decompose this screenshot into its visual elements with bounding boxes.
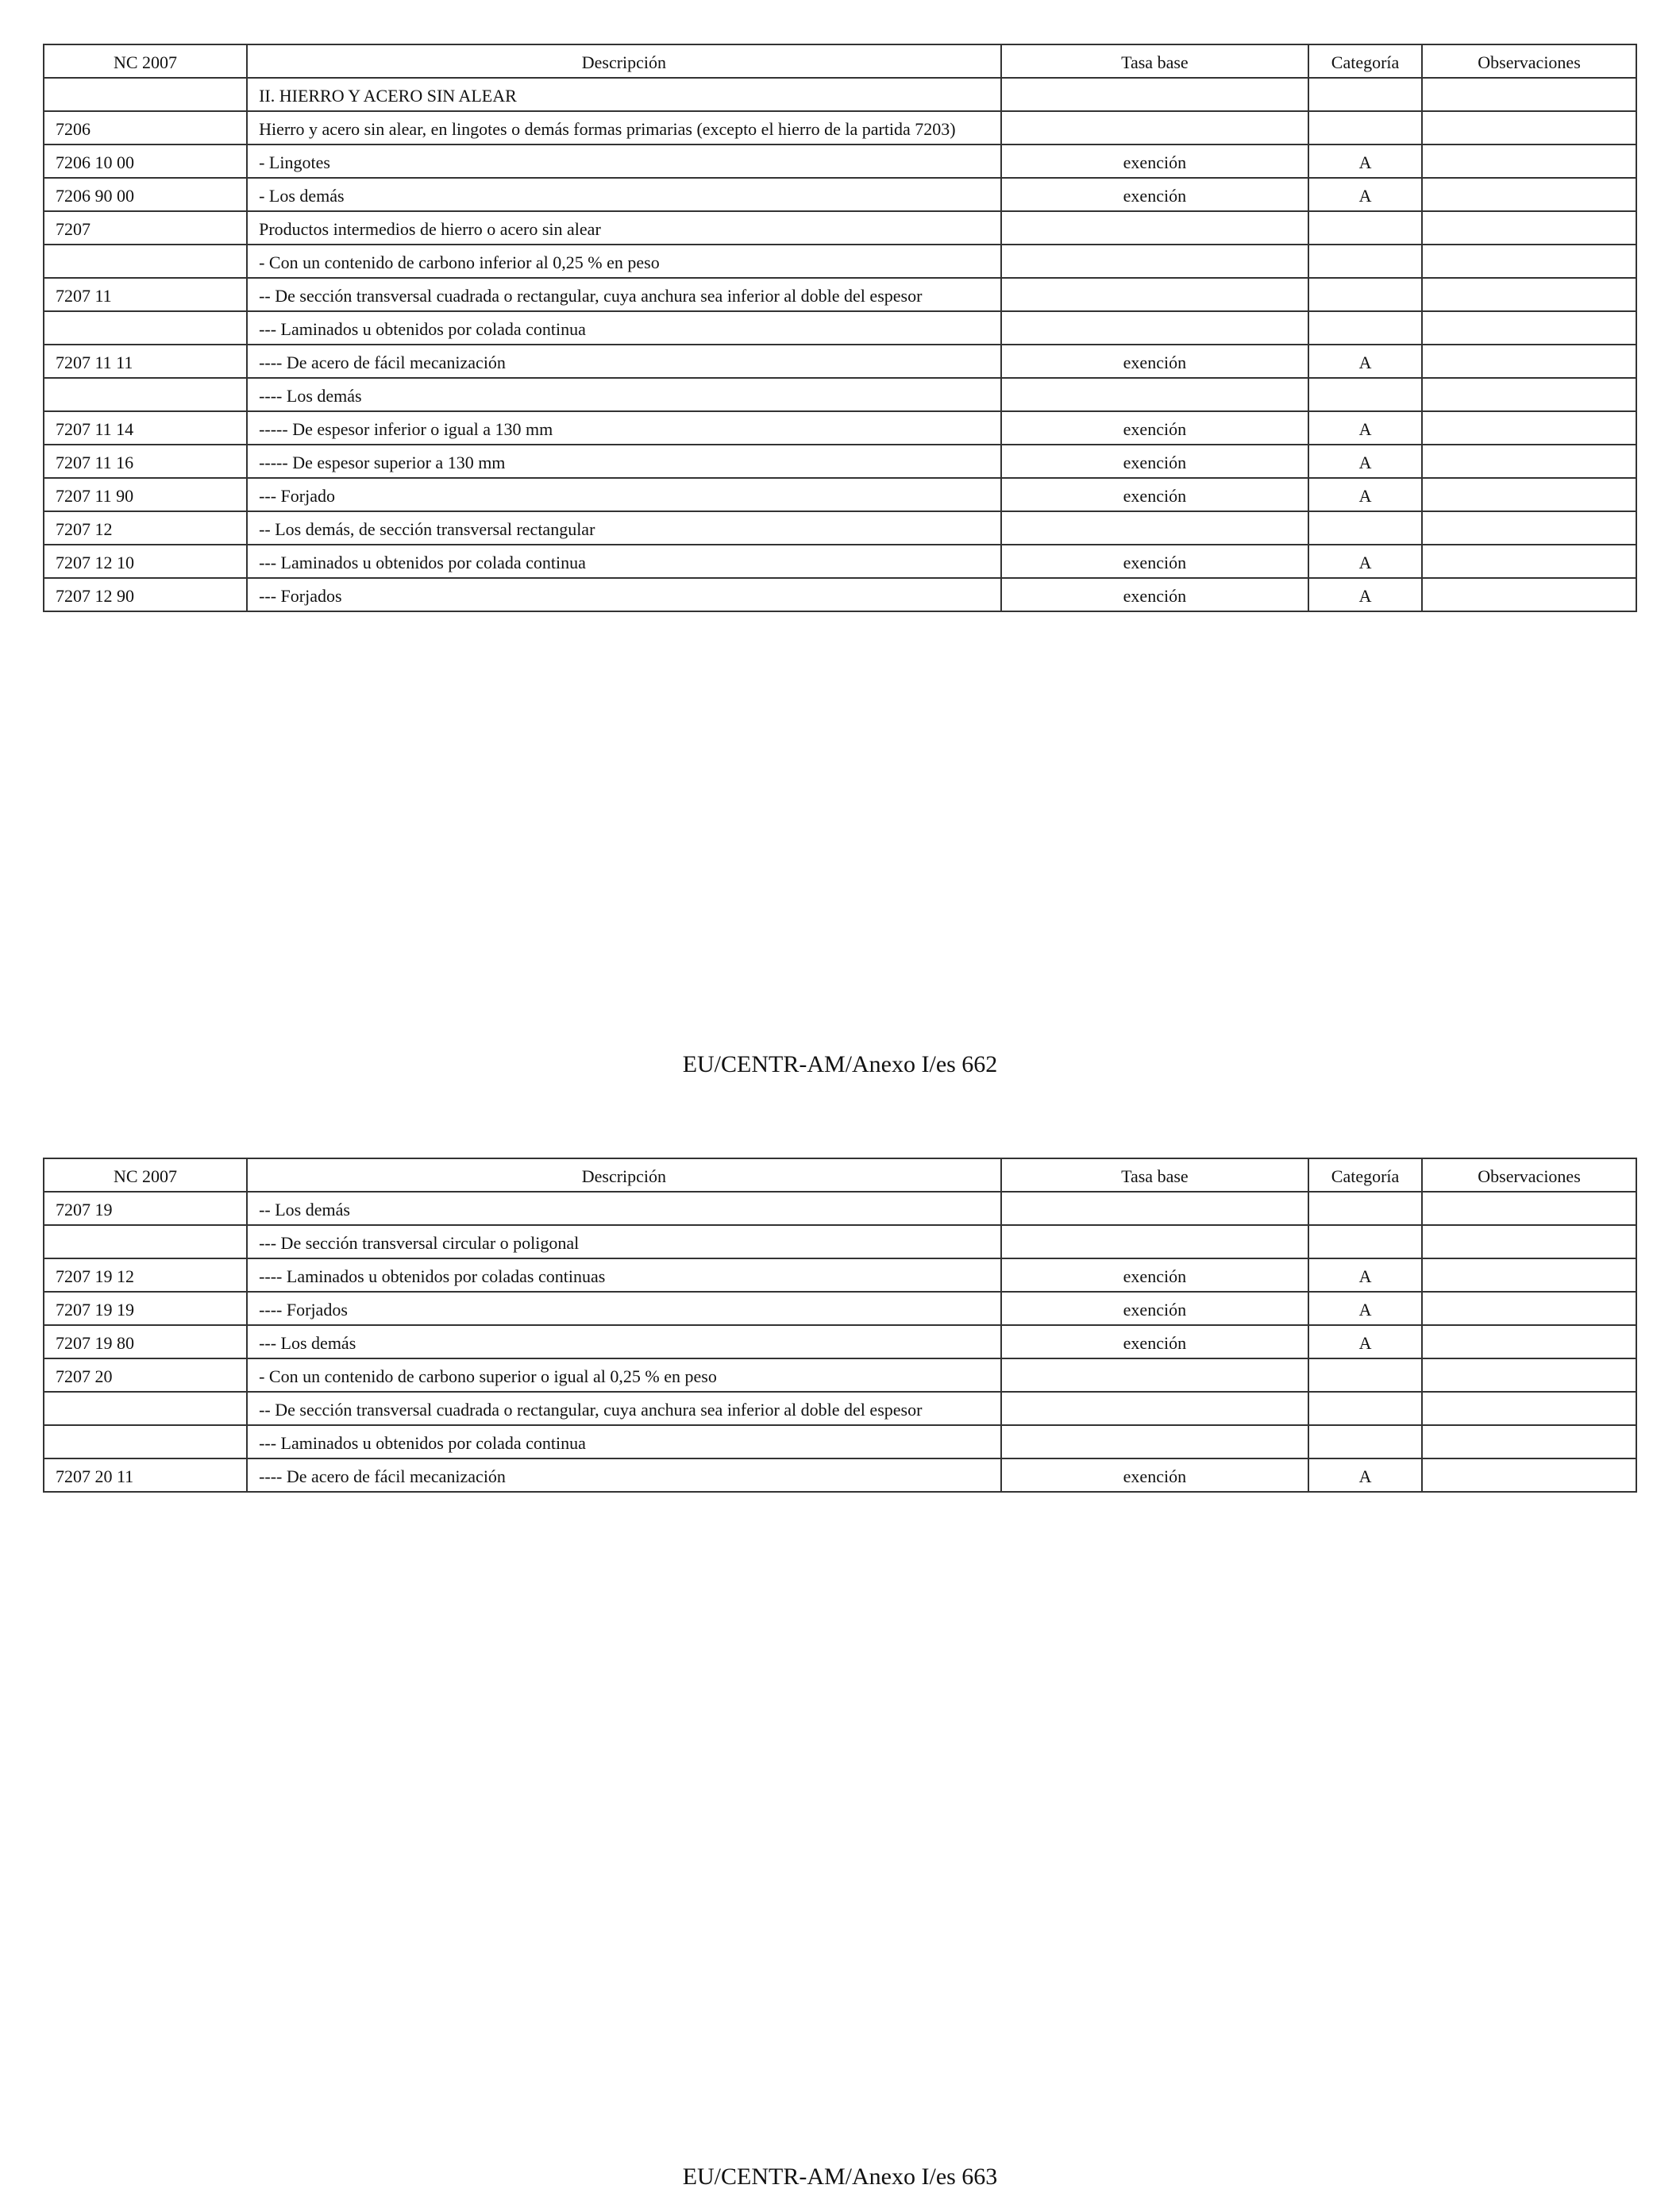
header-base-rate: Tasa base [1001, 44, 1308, 78]
cell-description: ---- Los demás [247, 378, 1001, 411]
cell-nc-code: 7207 12 [44, 511, 247, 545]
header-observations: Observaciones [1422, 44, 1636, 78]
cell-description: II. HIERRO Y ACERO SIN ALEAR [247, 78, 1001, 111]
cell-nc-code: 7207 20 11 [44, 1458, 247, 1492]
cell-category [1308, 211, 1422, 245]
cell-base-rate: exención [1001, 144, 1308, 178]
table-header-row [44, 1158, 1636, 1192]
cell-base-rate [1001, 378, 1308, 411]
cell-description: --- De sección transversal circular o poligonal [247, 1225, 1001, 1258]
header-description: Descripción [247, 1158, 1001, 1192]
cell-description: --- Laminados u obtenidos por colada continua [247, 311, 1001, 345]
table-row [44, 545, 1636, 578]
page-footer-662: EU/CENTR-AM/Anexo I/es 662 [682, 1051, 998, 1077]
cell-base-rate [1001, 211, 1308, 245]
cell-description: -- De sección transversal cuadrada o rectangular, cuya anchura sea inferior al doble del espesor [247, 1392, 1001, 1425]
cell-base-rate: exención [1001, 478, 1308, 511]
table-row [44, 144, 1636, 178]
cell-base-rate [1001, 311, 1308, 345]
cell-category: A [1308, 1292, 1422, 1325]
cell-observations [1422, 1292, 1636, 1325]
cell-base-rate: exención [1001, 178, 1308, 211]
cell-category [1308, 511, 1422, 545]
table-row [44, 1392, 1636, 1425]
cell-category [1308, 111, 1422, 144]
cell-observations [1422, 445, 1636, 478]
cell-observations [1422, 378, 1636, 411]
cell-description: Hierro y acero sin alear, en lingotes o demás formas primarias (excepto el hierro de la partida 7203) [247, 111, 1001, 144]
cell-nc-code: 7207 19 19 [44, 1292, 247, 1325]
cell-observations [1422, 1358, 1636, 1392]
tariff-table-page-662 [43, 44, 1637, 612]
cell-category: A [1308, 578, 1422, 611]
cell-base-rate: exención [1001, 411, 1308, 445]
cell-base-rate: exención [1001, 445, 1308, 478]
cell-base-rate [1001, 111, 1308, 144]
cell-base-rate [1001, 78, 1308, 111]
cell-description: ---- Laminados u obtenidos por coladas continuas [247, 1258, 1001, 1292]
cell-base-rate: exención [1001, 578, 1308, 611]
cell-observations [1422, 1425, 1636, 1458]
cell-category: A [1308, 411, 1422, 445]
cell-nc-code: 7207 20 [44, 1358, 247, 1392]
cell-description: ---- Forjados [247, 1292, 1001, 1325]
table-row [44, 511, 1636, 545]
table-row [44, 578, 1636, 611]
table-header-row [44, 44, 1636, 78]
cell-base-rate: exención [1001, 1258, 1308, 1292]
cell-observations [1422, 1258, 1636, 1292]
cell-nc-code: 7207 11 14 [44, 411, 247, 445]
cell-description: - Lingotes [247, 144, 1001, 178]
cell-base-rate [1001, 1358, 1308, 1392]
header-category: Categoría [1308, 1158, 1422, 1192]
cell-category: A [1308, 1458, 1422, 1492]
cell-description: - Con un contenido de carbono inferior al 0,25 % en peso [247, 245, 1001, 278]
table-row [44, 1425, 1636, 1458]
cell-description: ----- De espesor inferior o igual a 130 mm [247, 411, 1001, 445]
cell-description: - Los demás [247, 178, 1001, 211]
cell-base-rate: exención [1001, 1325, 1308, 1358]
cell-nc-code: 7206 10 00 [44, 144, 247, 178]
cell-nc-code: 7207 19 80 [44, 1325, 247, 1358]
cell-base-rate: exención [1001, 1292, 1308, 1325]
cell-observations [1422, 1225, 1636, 1258]
cell-observations [1422, 345, 1636, 378]
cell-category [1308, 311, 1422, 345]
table-row [44, 245, 1636, 278]
table-row [44, 278, 1636, 311]
header-observations: Observaciones [1422, 1158, 1636, 1192]
cell-observations [1422, 1192, 1636, 1225]
cell-observations [1422, 78, 1636, 111]
cell-nc-code: 7207 11 90 [44, 478, 247, 511]
cell-nc-code: 7206 90 00 [44, 178, 247, 211]
table-body [44, 78, 1636, 611]
cell-observations [1422, 245, 1636, 278]
cell-nc-code: 7207 11 16 [44, 445, 247, 478]
cell-base-rate [1001, 245, 1308, 278]
table-row [44, 411, 1636, 445]
cell-base-rate [1001, 1425, 1308, 1458]
cell-description: - Con un contenido de carbono superior o igual al 0,25 % en peso [247, 1358, 1001, 1392]
cell-observations [1422, 545, 1636, 578]
table-row [44, 345, 1636, 378]
cell-category [1308, 1192, 1422, 1225]
cell-nc-code [44, 78, 247, 111]
table-row [44, 1325, 1636, 1358]
cell-category [1308, 78, 1422, 111]
cell-nc-code: 7207 11 [44, 278, 247, 311]
header-base-rate: Tasa base [1001, 1158, 1308, 1192]
header-nc: NC 2007 [44, 44, 247, 78]
table-row [44, 445, 1636, 478]
cell-category: A [1308, 144, 1422, 178]
cell-base-rate [1001, 1392, 1308, 1425]
cell-description: -- De sección transversal cuadrada o rectangular, cuya anchura sea inferior al doble del espesor [247, 278, 1001, 311]
table-row [44, 1292, 1636, 1325]
table-row [44, 78, 1636, 111]
cell-description: --- Laminados u obtenidos por colada continua [247, 1425, 1001, 1458]
page-footer-663: EU/CENTR-AM/Anexo I/es 663 [682, 2164, 998, 2190]
cell-observations [1422, 178, 1636, 211]
page-663 [43, 1158, 1637, 1493]
cell-observations [1422, 111, 1636, 144]
table-row [44, 211, 1636, 245]
cell-category [1308, 1425, 1422, 1458]
cell-category: A [1308, 1258, 1422, 1292]
table-row [44, 1192, 1636, 1225]
cell-description: --- Laminados u obtenidos por colada continua [247, 545, 1001, 578]
cell-nc-code: 7207 12 10 [44, 545, 247, 578]
header-description: Descripción [247, 44, 1001, 78]
cell-description: --- Forjado [247, 478, 1001, 511]
cell-observations [1422, 211, 1636, 245]
cell-category: A [1308, 445, 1422, 478]
cell-observations [1422, 1325, 1636, 1358]
cell-category [1308, 1358, 1422, 1392]
cell-observations [1422, 578, 1636, 611]
cell-description: --- Los demás [247, 1325, 1001, 1358]
cell-description: Productos intermedios de hierro o acero sin alear [247, 211, 1001, 245]
cell-nc-code [44, 245, 247, 278]
cell-nc-code [44, 1392, 247, 1425]
cell-description: ----- De espesor superior a 130 mm [247, 445, 1001, 478]
cell-observations [1422, 1458, 1636, 1492]
cell-observations [1422, 411, 1636, 445]
cell-category: A [1308, 478, 1422, 511]
cell-description: ---- De acero de fácil mecanización [247, 345, 1001, 378]
cell-observations [1422, 144, 1636, 178]
table-row [44, 378, 1636, 411]
cell-description: --- Forjados [247, 578, 1001, 611]
cell-category: A [1308, 345, 1422, 378]
cell-nc-code: 7207 11 11 [44, 345, 247, 378]
header-nc: NC 2007 [44, 1158, 247, 1192]
cell-description: -- Los demás, de sección transversal rectangular [247, 511, 1001, 545]
cell-observations [1422, 511, 1636, 545]
cell-base-rate [1001, 511, 1308, 545]
cell-observations [1422, 278, 1636, 311]
cell-base-rate: exención [1001, 345, 1308, 378]
table-row [44, 311, 1636, 345]
table-row [44, 1225, 1636, 1258]
table-row [44, 1358, 1636, 1392]
cell-nc-code: 7207 12 90 [44, 578, 247, 611]
table-row [44, 478, 1636, 511]
cell-category [1308, 278, 1422, 311]
cell-base-rate: exención [1001, 1458, 1308, 1492]
header-category: Categoría [1308, 44, 1422, 78]
cell-nc-code [44, 311, 247, 345]
cell-nc-code [44, 1225, 247, 1258]
cell-base-rate [1001, 278, 1308, 311]
cell-category [1308, 1225, 1422, 1258]
cell-category: A [1308, 1325, 1422, 1358]
cell-nc-code: 7207 19 12 [44, 1258, 247, 1292]
table-row [44, 111, 1636, 144]
table-body [44, 1192, 1636, 1492]
cell-nc-code [44, 1425, 247, 1458]
cell-base-rate: exención [1001, 545, 1308, 578]
cell-nc-code: 7207 19 [44, 1192, 247, 1225]
cell-description: ---- De acero de fácil mecanización [247, 1458, 1001, 1492]
cell-observations [1422, 478, 1636, 511]
cell-nc-code: 7206 [44, 111, 247, 144]
page-662 [43, 44, 1637, 612]
cell-base-rate [1001, 1225, 1308, 1258]
cell-nc-code: 7207 [44, 211, 247, 245]
table-row [44, 1458, 1636, 1492]
cell-description: -- Los demás [247, 1192, 1001, 1225]
cell-base-rate [1001, 1192, 1308, 1225]
cell-category [1308, 378, 1422, 411]
cell-category: A [1308, 178, 1422, 211]
cell-observations [1422, 311, 1636, 345]
tariff-table-page-663 [43, 1158, 1637, 1493]
cell-category [1308, 245, 1422, 278]
cell-nc-code [44, 378, 247, 411]
table-row [44, 1258, 1636, 1292]
cell-category [1308, 1392, 1422, 1425]
cell-observations [1422, 1392, 1636, 1425]
cell-category: A [1308, 545, 1422, 578]
table-row [44, 178, 1636, 211]
